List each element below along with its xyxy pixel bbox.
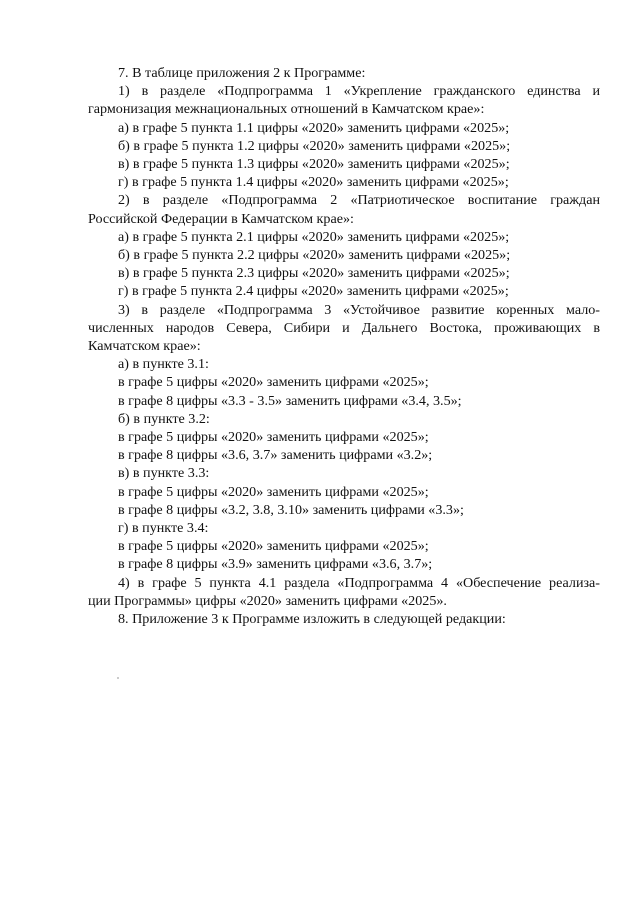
- list-item: а) в пункте 3.1:: [118, 356, 209, 373]
- subsection-4-text: 4) в графе 5 пункта 4.1 раздела «Подпрограмма 4 «Обеспечение реализа-: [118, 574, 600, 591]
- list-item: б) в графе 5 пункта 1.2 цифры «2020» заменить цифрами «2025»;: [118, 137, 511, 154]
- list-item: в графе 5 цифры «2020» заменить цифрами «2025»;: [118, 429, 429, 446]
- list-item: г) в графе 5 пункта 1.4 цифры «2020» заменить цифрами «2025»;: [118, 174, 509, 191]
- subsection-1-heading-cont: гармонизация межнациональных отношений в Камчатском крае»:: [88, 101, 485, 118]
- list-item: в графе 5 цифры «2020» заменить цифрами «2025»;: [118, 538, 429, 555]
- section-7-heading: 7. В таблице приложения 2 к Программе:: [118, 65, 366, 81]
- list-item: в графе 8 цифры «3.3 - 3.5» заменить цифрами «3.4, 3.5»;: [118, 392, 462, 409]
- list-item: в) в графе 5 пункта 2.3 цифры «2020» заменить цифрами «2025»;: [118, 265, 510, 282]
- list-item: а) в графе 5 пункта 1.1 цифры «2020» заменить цифрами «2025»;: [118, 119, 510, 136]
- subsection-2-heading: 2) в разделе «Подпрограмма 2 «Патриотическое воспитание граждан: [118, 192, 600, 209]
- section-8-heading: 8. Приложение 3 к Программе изложить в следующей редакции:: [118, 611, 506, 628]
- subsection-4-text-cont: ции Программы» цифры «2020» заменить цифрами «2025».: [88, 592, 447, 609]
- list-item: г) в графе 5 пункта 2.4 цифры «2020» заменить цифрами «2025»;: [118, 283, 509, 300]
- subsection-3-heading-end: Камчатском крае»:: [88, 338, 201, 355]
- list-item: в) в пункте 3.3:: [118, 465, 210, 482]
- list-item: в графе 8 цифры «3.2, 3.8, 3.10» заменить цифрами «3.3»;: [118, 501, 464, 518]
- document-body: [88, 64, 600, 628]
- subsection-1-heading: 1) в разделе «Подпрограмма 1 «Укрепление гражданского единства и: [118, 83, 600, 100]
- list-item: в графе 5 цифры «2020» заменить цифрами «2025»;: [118, 374, 429, 391]
- list-item: б) в пункте 3.2:: [118, 410, 210, 427]
- scan-speck: [117, 677, 119, 679]
- subsection-3-heading: 3) в разделе «Подпрограмма 3 «Устойчивое развитие коренных мало-: [118, 301, 600, 318]
- list-item: г) в пункте 3.4:: [118, 520, 209, 537]
- list-item: б) в графе 5 пункта 2.2 цифры «2020» заменить цифрами «2025»;: [118, 247, 511, 264]
- subsection-3-heading-cont: численных народов Севера, Сибири и Дальнего Востока, проживающих в: [88, 319, 600, 336]
- list-item: а) в графе 5 пункта 2.1 цифры «2020» заменить цифрами «2025»;: [118, 228, 510, 245]
- list-item: в графе 8 цифры «3.9» заменить цифрами «3.6, 3.7»;: [118, 556, 433, 573]
- list-item: в графе 5 цифры «2020» заменить цифрами «2025»;: [118, 483, 429, 500]
- list-item: в) в графе 5 пункта 1.3 цифры «2020» заменить цифрами «2025»;: [118, 156, 510, 173]
- subsection-2-heading-cont: Российской Федерации в Камчатском крае»:: [88, 210, 354, 227]
- list-item: в графе 8 цифры «3.6, 3.7» заменить цифрами «3.2»;: [118, 447, 433, 464]
